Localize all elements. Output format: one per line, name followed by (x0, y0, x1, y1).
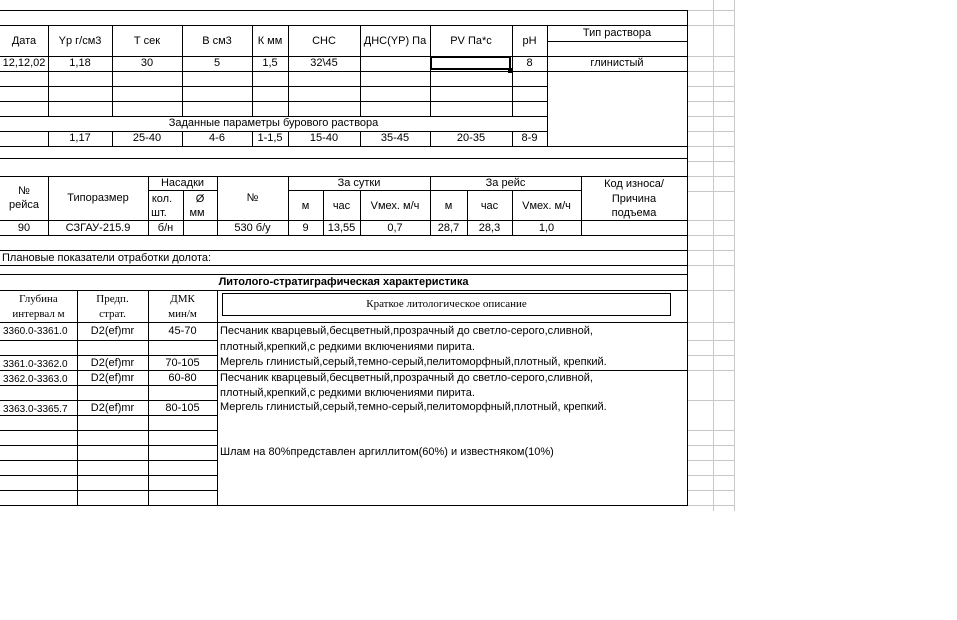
border-line (0, 445, 217, 446)
gridline (734, 0, 735, 511)
header-nozzle-count: кол. (151, 193, 173, 205)
header-strat-2: страт. (99, 308, 126, 320)
header-nozzle-diam-2: мм (189, 207, 205, 219)
plan-label: Плановые показатели отработки долота: (2, 252, 212, 264)
header-day-hours: час (332, 200, 351, 212)
cell-day-vmech[interactable]: 0,7 (387, 222, 403, 234)
header-dmk-1: ДМК (170, 293, 195, 305)
border-line (0, 400, 217, 401)
border-line (0, 158, 687, 159)
header-per-day: За сутки (337, 177, 381, 189)
header-ph: pH (522, 35, 537, 47)
strat-cell[interactable]: D2(ef)mr (90, 402, 135, 414)
gridline (687, 56, 735, 57)
cell-gel[interactable]: 32\45 (310, 57, 338, 69)
gridline (687, 290, 735, 291)
cell-day-m[interactable]: 9 (302, 222, 309, 234)
header-pv: PV Па*с (450, 35, 492, 47)
gridline (713, 0, 714, 511)
gridline (687, 340, 735, 341)
header-serial-no: № (246, 192, 259, 204)
header-date: Дата (11, 35, 37, 47)
cell-mud-type[interactable]: глинистый (590, 57, 644, 69)
litho-desc-note: Шлам на 80%представлен аргиллитом(60%) и известняком(10%) (220, 446, 554, 458)
dmk-cell[interactable]: 45-70 (168, 325, 197, 337)
cell-run-vmech[interactable]: 1,0 (538, 222, 555, 234)
header-litho-desc: Краткое литологическое описание (366, 298, 527, 310)
dmk-cell[interactable]: 60-80 (168, 372, 197, 384)
header-day-vmech: Vмех. м/ч (370, 200, 420, 212)
border-line (0, 430, 217, 431)
header-density: Yр г/см3 (58, 35, 102, 47)
gridline (687, 322, 735, 323)
border-line (0, 505, 688, 506)
header-nozzle-count-2: шт. (151, 207, 167, 219)
target-yp[interactable]: 35-45 (380, 132, 410, 144)
header-run-m: м (444, 200, 453, 212)
border-line (0, 101, 547, 102)
cell-water-loss[interactable]: 5 (213, 57, 221, 69)
gridline (687, 370, 735, 371)
header-water-loss: В см3 (202, 35, 232, 47)
gridline (687, 86, 735, 87)
cell-cake[interactable]: 1,5 (262, 57, 278, 69)
header-mud-type: Тип раствора (582, 27, 652, 39)
header-cake: К мм (257, 35, 283, 47)
border-line (0, 265, 687, 266)
litho-desc-line: плотный,крепкий,с редкими включениями пирита. (220, 341, 475, 353)
header-strat-1: Предп. (96, 293, 129, 305)
border-line (0, 370, 687, 371)
gridline (687, 146, 735, 147)
litho-desc-line: Песчаник кварцевый,бесцветный,прозрачный до светло-серого,сливной, (220, 325, 593, 337)
gridline (687, 71, 735, 72)
cell-day-hours[interactable]: 13,55 (327, 222, 356, 234)
border-line (0, 10, 687, 11)
depth-cell[interactable]: 3361.0-3362.0 (3, 359, 68, 370)
border-line (0, 340, 217, 341)
strat-cell[interactable]: D2(ef)mr (90, 357, 135, 369)
border-line (288, 190, 581, 191)
gridline (687, 400, 735, 401)
target-pv[interactable]: 20-35 (456, 132, 486, 144)
cell-run-hours[interactable]: 28,3 (478, 222, 501, 234)
header-tool-size: Типоразмер (67, 192, 129, 204)
header-run-hours: час (480, 200, 499, 212)
header-wear-2: Причина (611, 193, 657, 205)
header-dmk-2: мин/м (168, 308, 197, 320)
header-yp: ДНС(YP) Па (363, 35, 427, 47)
border-line (148, 290, 149, 505)
border-line (0, 460, 217, 461)
border-line (0, 220, 687, 221)
border-line (0, 146, 687, 147)
target-params-title: Заданные параметры бурового раствора (168, 117, 379, 129)
border-line (687, 10, 688, 506)
gridline (687, 25, 735, 26)
target-viscosity[interactable]: 25-40 (132, 132, 162, 144)
gridline (687, 490, 735, 491)
gridline (687, 355, 735, 356)
cell-ph[interactable]: 8 (526, 57, 533, 69)
gridline (687, 101, 735, 102)
strat-cell[interactable]: D2(ef)mr (90, 325, 135, 337)
gridline (687, 116, 735, 117)
gridline (687, 460, 735, 461)
litho-desc-line: плотный,крепкий,с редкими включениями пирита. (220, 387, 475, 399)
border-line (547, 41, 687, 42)
litho-desc-line: Мергель глинистый,серый,темно-серый,пелитоморфный,плотный, крепкий. (220, 356, 607, 368)
border-line (0, 25, 687, 26)
target-gel[interactable]: 15-40 (309, 132, 339, 144)
border-line (0, 355, 217, 356)
dmk-cell[interactable]: 80-105 (165, 402, 200, 414)
header-day-m: м (301, 200, 310, 212)
cell-serial-no[interactable]: 530 б/у (234, 222, 271, 234)
border-line (0, 250, 687, 251)
gridline (687, 191, 735, 192)
gridline (687, 161, 735, 162)
header-run-no-2: рейса (9, 199, 39, 211)
litho-desc-line: Мергель глинистый,серый,темно-серый,пелитоморфный,плотный, крепкий. (220, 401, 607, 413)
gridline (687, 475, 735, 476)
litho-title: Литолого-стратиграфическая характеристика (218, 276, 469, 288)
border-line (0, 490, 217, 491)
border-line (217, 290, 218, 505)
header-nozzles: Насадки (160, 177, 205, 189)
dmk-cell[interactable]: 70-105 (165, 357, 200, 369)
selected-cell[interactable] (430, 56, 511, 70)
gridline (687, 10, 735, 11)
border-line (547, 25, 548, 146)
border-line (0, 475, 217, 476)
target-density[interactable]: 1,17 (69, 132, 91, 144)
border-line (0, 86, 547, 87)
border-line (0, 322, 687, 323)
header-nozzle-diam: Ø (195, 193, 205, 205)
gridline (687, 176, 735, 177)
header-per-run: За рейс (485, 177, 526, 189)
border-line (0, 290, 687, 291)
header-run-no: № (18, 185, 30, 197)
depth-cell[interactable]: 3363.0-3365.7 (3, 404, 68, 415)
gridline (687, 235, 735, 236)
header-depth-1: Глубина (19, 293, 58, 305)
depth-cell[interactable]: 3362.0-3363.0 (3, 374, 68, 385)
litho-desc-line: Песчаник кварцевый,бесцветный,прозрачный до светло-серого,сливной, (220, 372, 593, 384)
strat-cell[interactable]: D2(ef)mr (90, 372, 135, 384)
depth-cell[interactable]: 3360.0-3361.0 (3, 326, 68, 337)
cell-run-no[interactable]: 90 (17, 222, 31, 234)
target-ph[interactable]: 8-9 (521, 132, 538, 144)
gridline (687, 445, 735, 446)
cell-date[interactable]: 12,12,02 (2, 57, 46, 69)
gridline (687, 430, 735, 431)
header-depth-2: интервал м (12, 308, 65, 320)
header-wear-1: Код износа/ (604, 178, 664, 190)
border-line (0, 71, 687, 72)
gridline (687, 250, 735, 251)
header-run-vmech: Vмех. м/ч (522, 200, 571, 212)
cell-viscosity[interactable]: 30 (140, 57, 154, 69)
border-line (77, 290, 78, 505)
target-cake[interactable]: 1-1,5 (257, 132, 283, 144)
cell-nozzle-count[interactable]: б/н (157, 222, 174, 234)
gridline (687, 220, 735, 221)
target-water-loss[interactable]: 4-6 (209, 132, 225, 144)
cell-density[interactable]: 1,18 (69, 57, 91, 69)
gridline (687, 265, 735, 266)
header-wear-3: подъема (611, 207, 657, 219)
cell-tool-size[interactable]: СЗГАУ-215.9 (65, 222, 131, 234)
border-line (0, 235, 687, 236)
gridline (687, 131, 735, 132)
header-viscosity: Т сек (133, 35, 161, 47)
header-gel: СНС (312, 35, 336, 47)
cell-run-m[interactable]: 28,7 (437, 222, 460, 234)
border-line (0, 274, 687, 275)
